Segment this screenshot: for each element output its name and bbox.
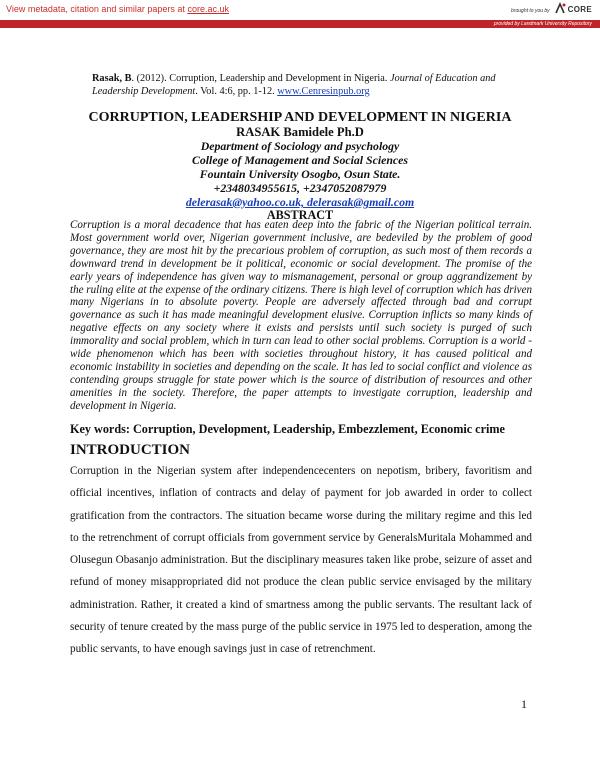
introduction-heading: INTRODUCTION	[70, 442, 191, 458]
citation-author: Rasak, B	[92, 73, 132, 84]
core-logo-icon	[554, 2, 566, 14]
core-link-prefix: View metadata, citation and similar papers at	[6, 4, 188, 14]
core-metadata-link[interactable]	[6, 4, 229, 14]
core-link-site: core.ac.uk	[187, 4, 229, 14]
keywords: Key words: Corruption, Development, Leadership, Embezzlement, Economic crime	[70, 422, 505, 436]
author-college: College of Management and Social Sciences	[192, 153, 408, 167]
paper-title: CORRUPTION, LEADERSHIP AND DEVELOPMENT IN NIGERIA	[88, 110, 512, 125]
paper-header	[60, 110, 540, 222]
citation-volume: . Vol. 4:6, pp. 1-12.	[195, 86, 278, 97]
citation	[92, 72, 532, 98]
paper-author: RASAK Bamidele Ph.D	[236, 125, 364, 139]
core-banner	[0, 0, 600, 20]
core-provider-bar	[0, 20, 600, 28]
citation-url-link[interactable]: www.Cenresinpub.org	[277, 86, 370, 97]
core-brand[interactable]	[511, 2, 592, 14]
abstract-heading: ABSTRACT	[266, 208, 334, 222]
citation-journal: Journal of Education and Leadership Development	[92, 73, 496, 97]
core-brand-word: CORE	[567, 5, 592, 14]
author-emails-link[interactable]: delerasak@yahoo.co.uk, delerasak@gmail.com	[185, 195, 415, 209]
page-number: 1	[521, 697, 527, 711]
author-university: Fountain University Osogbo, Osun State.	[199, 167, 401, 181]
author-department: Department of Sociology and psychology	[200, 139, 400, 153]
core-brought-by: brought to you by	[511, 8, 550, 14]
citation-details: . (2012). Corruption, Leadership and Development in Nigeria.	[131, 73, 390, 84]
author-phones: +2348034955615, +2347052087979	[213, 181, 387, 195]
abstract-text: Corruption is a moral decadence that has eaten deep into the fabric of the Nigerian political terrain. Most government world over, Nigerian government inclusive, are bedeviled by the problem of good governance, they are most hit by the precarious problem of corruption, as such most of them records a downward trend in development be it political, economic or social development. The promise of the early years of independence has given way to mismanagement, personal or group aggrandizement by the ruling elite at the expense of the ordinary citizens. There is high level of corruption which has driven many Nigerians in to absolute poverty. People are adversely affected through bad and corrupt governance as such it has made meaningful development elusive. Corruption inflicts so many kinds of negative effects on any society where it exists and persists until such society is purged of such immorality and social problem, which in turn can lead to other social problems. Corruption is a world - wide phenomenon which has been with societies throughout history, it has caused political and economic instability in societies and depending on the scale. It has led to social conflict and violence as contending groups struggle for state power which is the source of distribution of resources and other amenities in the society. Therefore, the paper attempts to investigate corruption, leadership and development in Nigeria.	[70, 219, 532, 412]
introduction-text: Corruption in the Nigerian system after independencecenters on nepotism, bribery, favoritism and official incentives, inflation of contracts and delay of payment for job awarded in order to collect gratification from the contractors. The situation became worse during the military regime and this led to the retrenchment of corrupt officials from government service by GeneralsMuritala Mohammed and Olusegun Obasanjo administration. But the disciplinary measures taken like probe, seizure of asset and refund of money misappropriated did not produce the clean public service envisaged by the military administration. Rather, it created a kind of smartness among the public servants. The resultant lack of security of tenure created by the mass purge of the public service in 1975 led to desperation, among the public servants, to have enough savings just in case of retrenchment.	[70, 465, 532, 656]
core-provider-text: provided by Landmark University Repository	[493, 21, 592, 27]
